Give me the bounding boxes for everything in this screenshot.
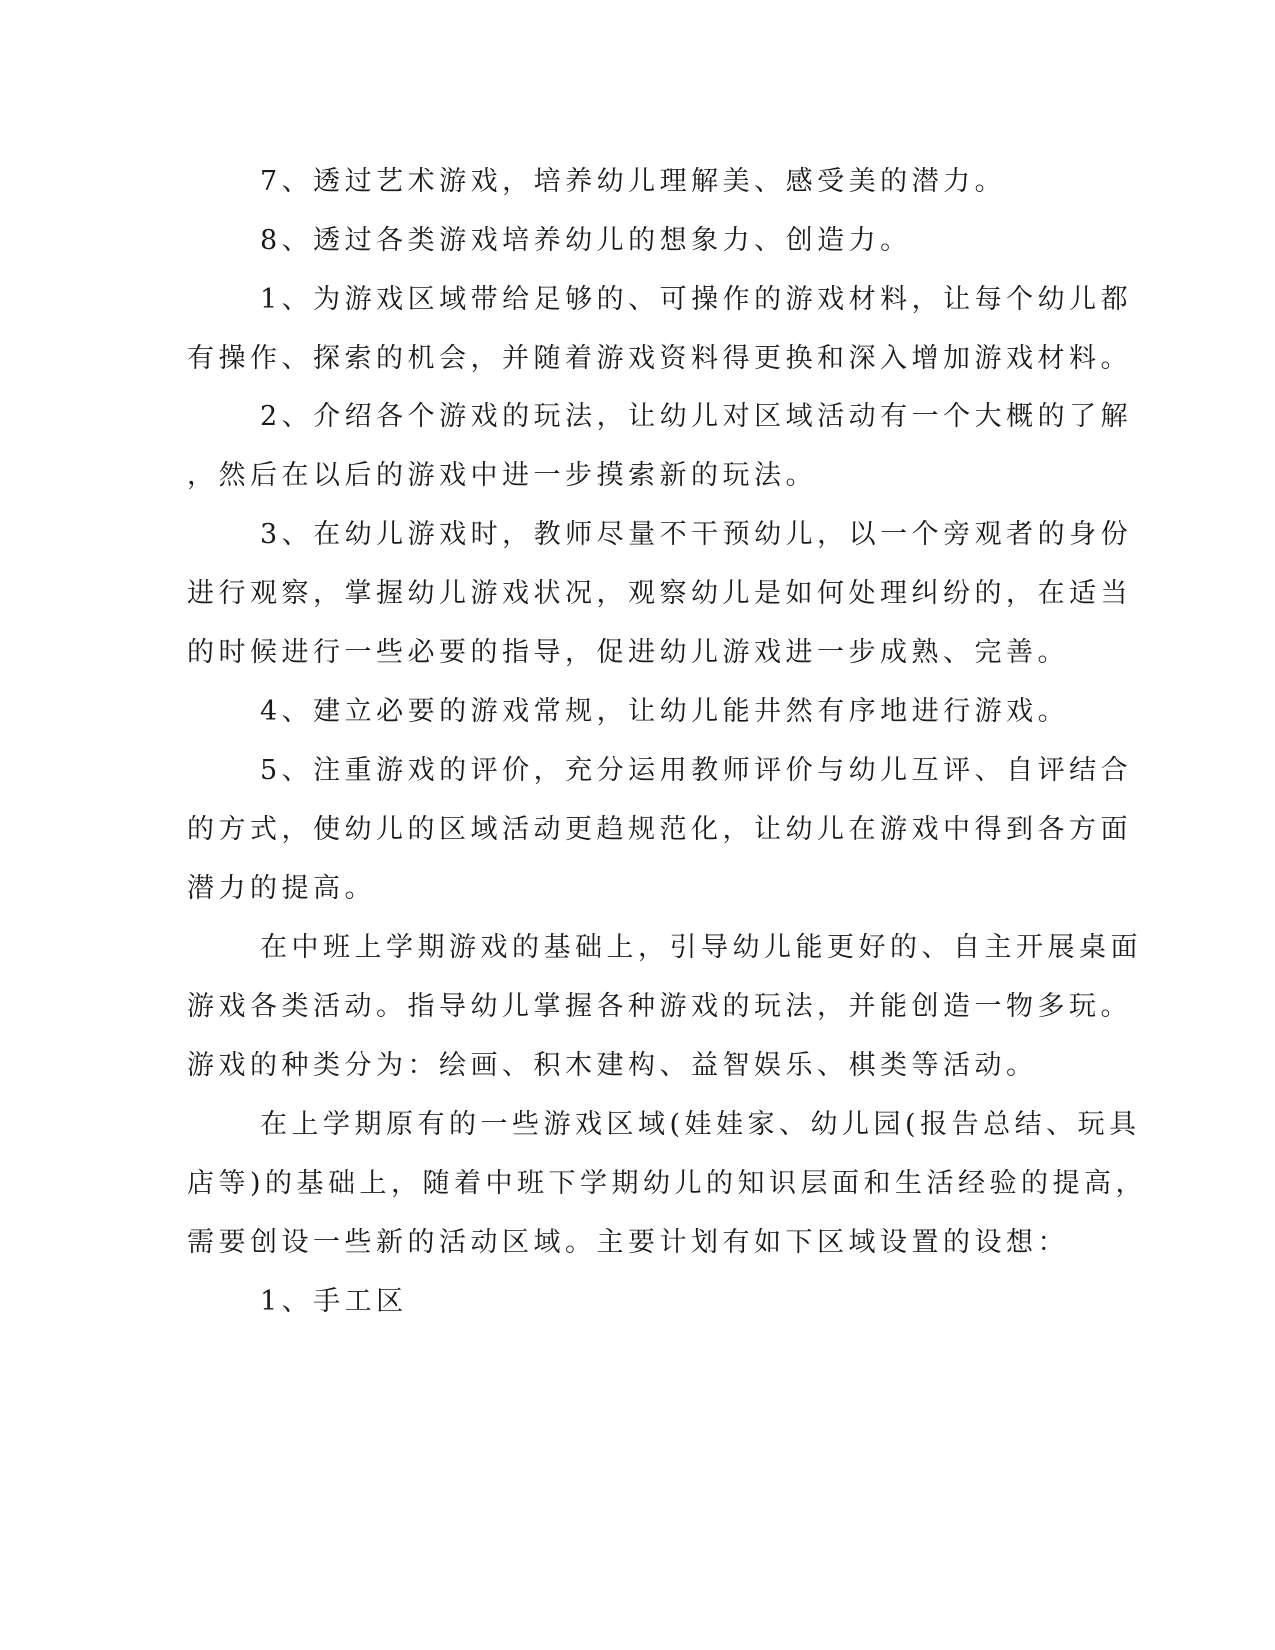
text-line: 4、建立必要的游戏常规，让幼儿能井然有序地进行游戏。	[260, 696, 1070, 727]
text-line: 进行观察，掌握幼儿游戏状况，观察幼儿是如何处理纠纷的，在适当	[187, 578, 1132, 609]
text-line: 5、注重游戏的评价，充分运用教师评价与幼儿互评、自评结合	[260, 755, 1133, 786]
text-line: 7、透过艺术游戏，培养幼儿理解美、感受美的潜力。	[260, 166, 1007, 197]
text-line: 3、在幼儿游戏时，教师尽量不干预幼儿，以一个旁观者的身份	[260, 519, 1133, 550]
text-line: 8、透过各类游戏培养幼儿的想象力、创造力。	[260, 225, 912, 256]
text-line: 2、介绍各个游戏的玩法，让幼儿对区域活动有一个大概的了解	[260, 401, 1133, 432]
text-line: 需要创设一些新的活动区域。主要计划有如下区域设置的设想：	[187, 1227, 1069, 1258]
text-line: 游戏各类活动。指导幼儿掌握各种游戏的玩法，并能创造一物多玩。	[187, 991, 1132, 1022]
text-line: 在上学期原有的一些游戏区域(娃娃家、幼儿园(报告总结、玩具	[260, 1109, 1141, 1140]
text-line: 游戏的种类分为：绘画、积木建构、益智娱乐、棋类等活动。	[187, 1050, 1038, 1081]
text-line: 1、为游戏区域带给足够的、可操作的游戏材料，让每个幼儿都	[260, 284, 1133, 315]
text-line: 潜力的提高。	[187, 873, 376, 904]
text-line: 的方式，使幼儿的区域活动更趋规范化，让幼儿在游戏中得到各方面	[187, 814, 1132, 845]
text-line: 的时候进行一些必要的指导，促进幼儿游戏进一步成熟、完善。	[187, 637, 1069, 668]
text-line: ，然后在以后的游戏中进一步摸索新的玩法。	[187, 460, 817, 491]
text-line: 有操作、探索的机会，并随着游戏资料得更换和深入增加游戏材料。	[187, 343, 1132, 374]
text-line: 在中班上学期游戏的基础上，引导幼儿能更好的、自主开展桌面	[260, 932, 1142, 963]
text-line: 店等)的基础上，随着中班下学期幼儿的知识层面和生活经验的提高，	[187, 1168, 1148, 1199]
text-line: 1、手工区	[260, 1286, 408, 1317]
